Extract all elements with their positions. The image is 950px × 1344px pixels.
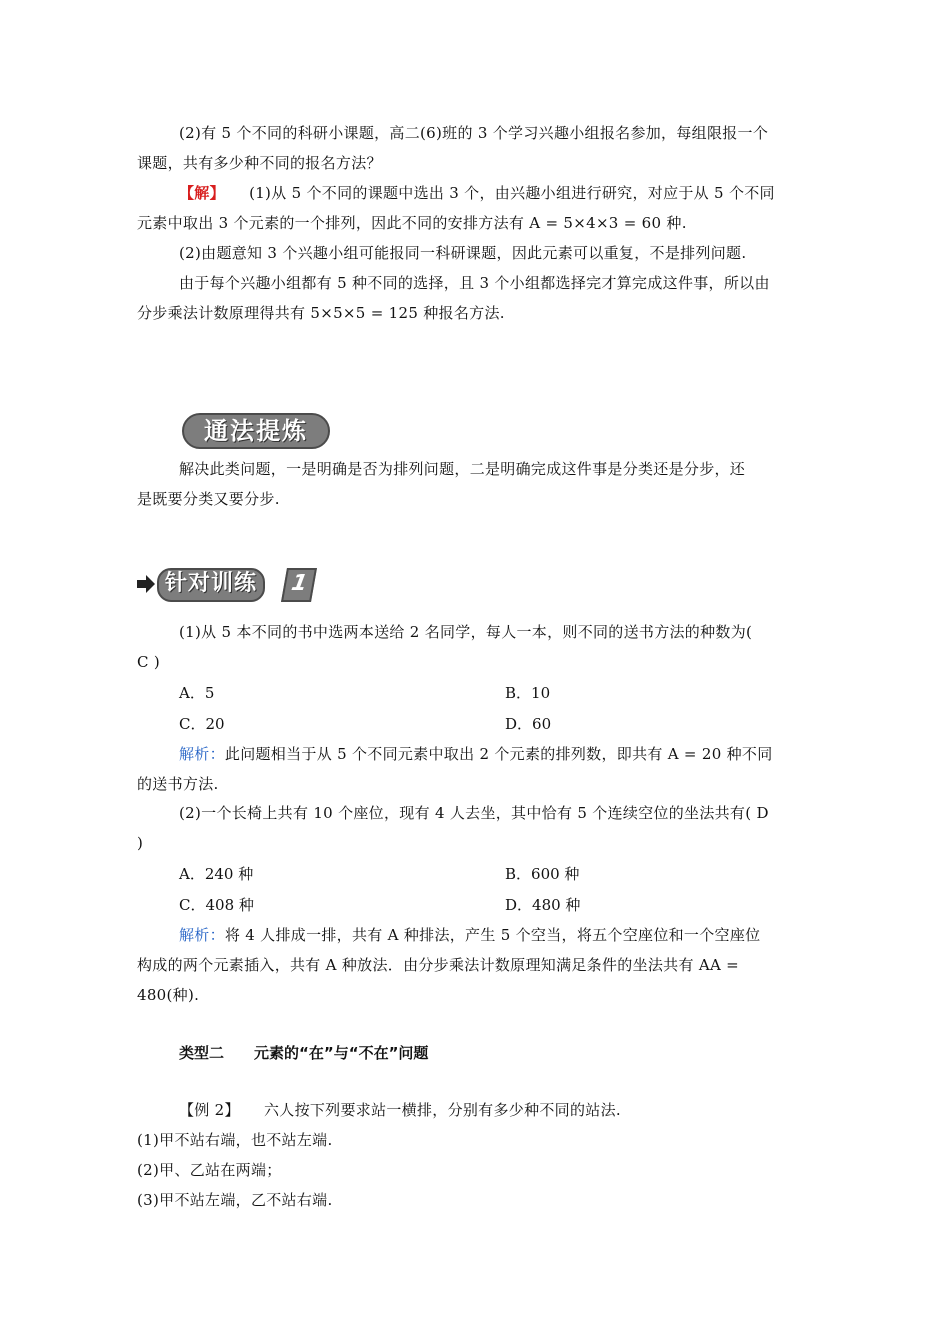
solution-text: 由于每个兴趣小组都有 5 种不同的选择，且 3 个小组都选择完才算完成这件事，所以由 xyxy=(179,274,770,292)
problem-text: (2)有 5 个不同的科研小课题，高二(6)班的 3 个学习兴趣小组报名参加，每组限报一个 xyxy=(179,124,769,142)
method-banner-label: 通法提炼 xyxy=(182,413,330,449)
method-banner xyxy=(178,409,336,453)
option-b: B．10 xyxy=(505,684,551,702)
problem-text: 课题，共有多少种不同的报名方法？ xyxy=(137,154,382,172)
option-d: D．60 xyxy=(505,715,552,733)
analysis-text: 将 4 人排成一排，共有 A 种排法，产生 5 个空当，将五个空座位和一个空座位 xyxy=(224,926,761,944)
analysis-line xyxy=(179,744,817,764)
training-banner xyxy=(136,566,336,602)
solution-text: 元素中取出 3 个元素的一个排列，因此不同的安排方法有 A = 5×4×3 = 60 种. xyxy=(137,214,687,232)
analysis-tag: 解析： xyxy=(179,745,225,763)
solution-text: (2)由题意知 3 个兴趣小组可能报同一科研课题，因此元素可以重复，不是排列问题. xyxy=(179,244,747,262)
question-answer-line: C ) xyxy=(137,653,160,671)
analysis-text: 此问题相当于从 5 个不同元素中取出 2 个元素的排列数，即共有 A = 20 种不同 xyxy=(224,745,773,763)
example-line xyxy=(179,1100,817,1120)
example-item: (3)甲不站左端，乙不站右端. xyxy=(137,1191,333,1209)
option-c: C．20 xyxy=(179,715,225,733)
option-a: A．240 种 xyxy=(179,865,254,883)
training-banner-number: 1 xyxy=(281,568,317,602)
question-text: (2)一个长椅上共有 10 个座位，现有 4 人去坐，其中恰有 5 个连续空位的坐法共有( D xyxy=(179,804,769,822)
solution-line xyxy=(179,183,817,203)
method-text: 解决此类问题，一是明确是否为排列问题，二是明确完成这件事是分类还是分步，还 xyxy=(179,460,746,478)
solution-tag: 【解】 xyxy=(179,184,225,202)
question-text: (1)从 5 本不同的书中选两本送给 2 名同学，每人一本，则不同的送书方法的种数为( xyxy=(179,623,753,641)
example-text: 六人按下列要求站一横排，分别有多少种不同的站法. xyxy=(263,1101,621,1119)
solution-text: (1)从 5 个不同的课题中选出 3 个，由兴趣小组进行研究，对应于从 5 个不同 xyxy=(249,184,775,202)
section-heading: 类型二 元素的“在”与“不在”问题 xyxy=(179,1044,429,1062)
method-text: 是既要分类又要分步. xyxy=(137,490,280,508)
arrow-right-icon xyxy=(136,574,156,594)
solution-text: 分步乘法计数原理得共有 5×5×5 = 125 种报名方法. xyxy=(137,304,505,322)
question-answer-line: ) xyxy=(137,834,144,852)
analysis-tag: 解析： xyxy=(179,926,225,944)
option-b: B．600 种 xyxy=(505,865,580,883)
example-tag: 【例 2】 xyxy=(179,1101,240,1119)
analysis-line xyxy=(179,925,817,945)
analysis-text: 的送书方法. xyxy=(137,775,219,793)
example-item: (2)甲、乙站在两端； xyxy=(137,1161,282,1179)
analysis-text: 构成的两个元素插入，共有 A 种放法．由分步乘法计数原理知满足条件的坐法共有 AA = xyxy=(137,956,740,974)
option-c: C．408 种 xyxy=(179,896,254,914)
example-item: (1)甲不站右端，也不站左端. xyxy=(137,1131,333,1149)
option-d: D．480 种 xyxy=(505,896,581,914)
option-a: A．5 xyxy=(179,684,215,702)
analysis-text: 480(种). xyxy=(137,986,200,1004)
training-banner-label: 针对训练 xyxy=(157,568,265,602)
